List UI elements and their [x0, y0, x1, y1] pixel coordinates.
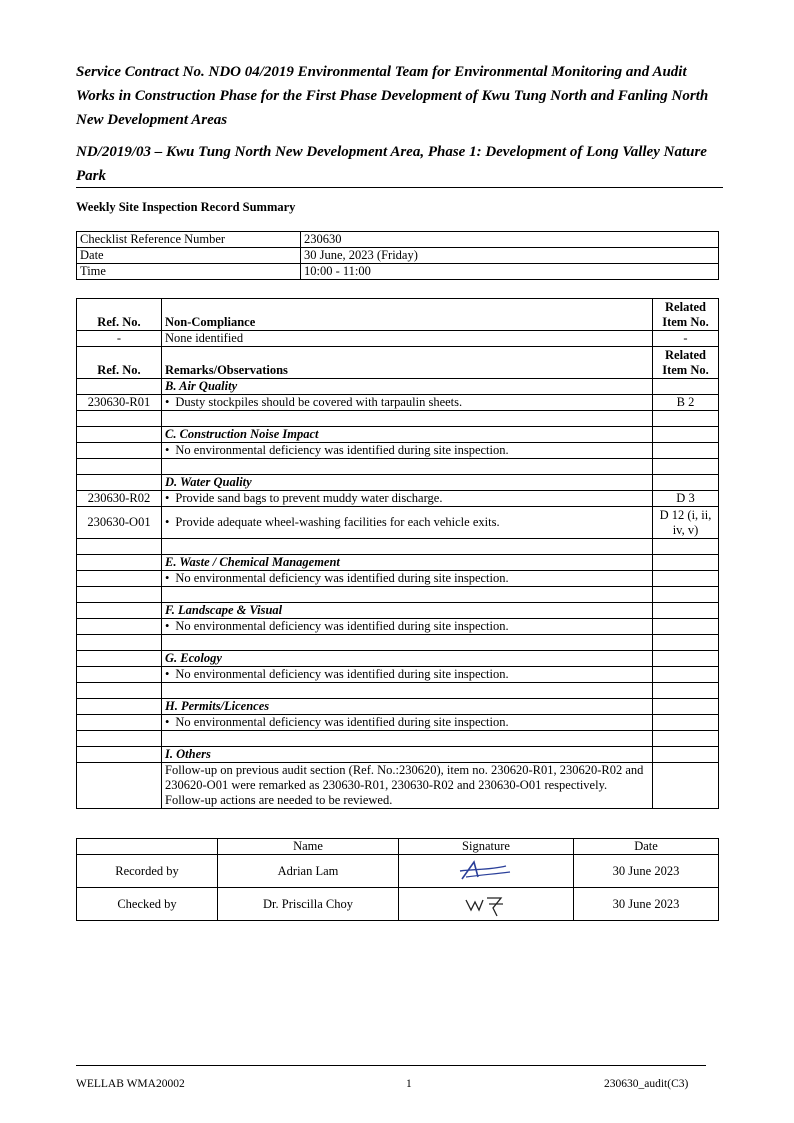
- info-label: Checklist Reference Number: [77, 232, 301, 248]
- info-label: Date: [77, 248, 301, 264]
- document-header: [76, 60, 716, 188]
- table-header-row: [77, 347, 719, 379]
- table-row: [77, 667, 719, 683]
- item-cell: D 3: [653, 491, 719, 507]
- page-number: 1: [406, 1078, 412, 1090]
- info-row: [77, 232, 719, 248]
- name-cell: Adrian Lam: [218, 855, 399, 888]
- blank-row: [77, 635, 719, 651]
- info-value: 10:00 - 11:00: [301, 264, 719, 280]
- info-value: 230630: [301, 232, 719, 248]
- ref-cell: 230630-R01: [77, 395, 162, 411]
- section-row: [77, 475, 719, 491]
- table-row: [77, 331, 719, 347]
- section-row: [77, 747, 719, 763]
- remark-cell: • No environmental deficiency was identified during site inspection.: [162, 667, 653, 683]
- remark-cell: • Provide sand bags to prevent muddy water discharge.: [162, 491, 653, 507]
- signature-cell: [399, 888, 574, 921]
- remark-cell: • Provide adequate wheel-washing facilities for each vehicle exits.: [162, 507, 653, 539]
- remark-cell: • Dusty stockpiles should be covered with tarpaulin sheets.: [162, 395, 653, 411]
- blank-row: [77, 459, 719, 475]
- name-cell: Dr. Priscilla Choy: [218, 888, 399, 921]
- blank-row: [77, 411, 719, 427]
- item-cell: B 2: [653, 395, 719, 411]
- table-row: [77, 571, 719, 587]
- header-remarks: Remarks/Observations: [162, 347, 653, 379]
- header-signature: Signature: [399, 839, 574, 855]
- header-name: Name: [218, 839, 399, 855]
- blank-row: [77, 587, 719, 603]
- role-cell: Checked by: [77, 888, 218, 921]
- table-row: [77, 763, 719, 809]
- remark-cell: • No environmental deficiency was identified during site inspection.: [162, 715, 653, 731]
- section-heading: H. Permits/Licences: [162, 699, 653, 715]
- section-heading: B. Air Quality: [162, 379, 653, 395]
- remark-cell: • No environmental deficiency was identified during site inspection.: [162, 571, 653, 587]
- header-related-item: Related Item No.: [653, 347, 719, 379]
- footer-left: WELLAB WMA20002: [76, 1078, 185, 1090]
- signature-row: [77, 855, 719, 888]
- header-non-compliance: Non-Compliance: [162, 299, 653, 331]
- date-cell: 30 June 2023: [574, 855, 719, 888]
- signature-table: [76, 838, 719, 921]
- remark-cell: • No environmental deficiency was identified during site inspection.: [162, 619, 653, 635]
- date-cell: 30 June 2023: [574, 888, 719, 921]
- info-value: 30 June, 2023 (Friday): [301, 248, 719, 264]
- header-ref-no: Ref. No.: [77, 299, 162, 331]
- blank-row: [77, 539, 719, 555]
- section-row: [77, 651, 719, 667]
- table-row: [77, 395, 719, 411]
- role-cell: Recorded by: [77, 855, 218, 888]
- section-row: [77, 555, 719, 571]
- footer-right: 230630_audit(C3): [604, 1078, 689, 1090]
- header-date: Date: [574, 839, 719, 855]
- blank-row: [77, 683, 719, 699]
- ref-cell: -: [77, 331, 162, 347]
- info-row: [77, 264, 719, 280]
- item-cell: -: [653, 331, 719, 347]
- ref-cell: 230630-R02: [77, 491, 162, 507]
- ref-cell: 230630-O01: [77, 507, 162, 539]
- signature-header-row: [77, 839, 719, 855]
- item-cell: D 12 (i, ii, iv, v): [653, 507, 719, 539]
- section-heading: I. Others: [162, 747, 653, 763]
- info-row: [77, 248, 719, 264]
- blank-row: [77, 731, 719, 747]
- signature-cell: [399, 855, 574, 888]
- handwritten-signature-icon: [461, 890, 511, 918]
- section-row: [77, 427, 719, 443]
- header-rule: [76, 187, 723, 188]
- handwritten-signature-icon: [456, 857, 516, 885]
- header-related-item: Related Item No.: [653, 299, 719, 331]
- table-row: [77, 491, 719, 507]
- section-row: [77, 699, 719, 715]
- section-heading: F. Landscape & Visual: [162, 603, 653, 619]
- desc-cell: None identified: [162, 331, 653, 347]
- section-title: Weekly Site Inspection Record Summary: [76, 200, 296, 214]
- remark-cell: Follow-up on previous audit section (Ref. No.:230620), item no. 230620-R01, 230620-R02 and 230620-O01 were remarked as 230630-R01, 230630-R02 and 230630-O01 respectively. Follow-up actions are needed to be reviewed.: [162, 763, 653, 809]
- table-row: [77, 507, 719, 539]
- section-heading: G. Ecology: [162, 651, 653, 667]
- table-row: [77, 715, 719, 731]
- info-table: [76, 231, 719, 280]
- section-heading: D. Water Quality: [162, 475, 653, 491]
- signature-row: [77, 888, 719, 921]
- remark-cell: • No environmental deficiency was identified during site inspection.: [162, 443, 653, 459]
- section-row: [77, 379, 719, 395]
- table-row: [77, 619, 719, 635]
- inspection-table: [76, 298, 719, 809]
- section-row: [77, 603, 719, 619]
- footer-rule: [76, 1065, 706, 1066]
- project-title: ND/2019/03 – Kwu Tung North New Development Area, Phase 1: Development of Long Valley Nature Park: [76, 144, 707, 184]
- table-row: [77, 443, 719, 459]
- table-header-row: [77, 299, 719, 331]
- section-heading: E. Waste / Chemical Management: [162, 555, 653, 571]
- info-label: Time: [77, 264, 301, 280]
- header-ref-no: Ref. No.: [77, 347, 162, 379]
- section-heading: C. Construction Noise Impact: [162, 427, 653, 443]
- contract-title: Service Contract No. NDO 04/2019 Environmental Team for Environmental Monitoring and Audit Works in Construction Phase for the First Phase Development of Kwu Tung North and Fanling North New Development Areas: [76, 64, 709, 128]
